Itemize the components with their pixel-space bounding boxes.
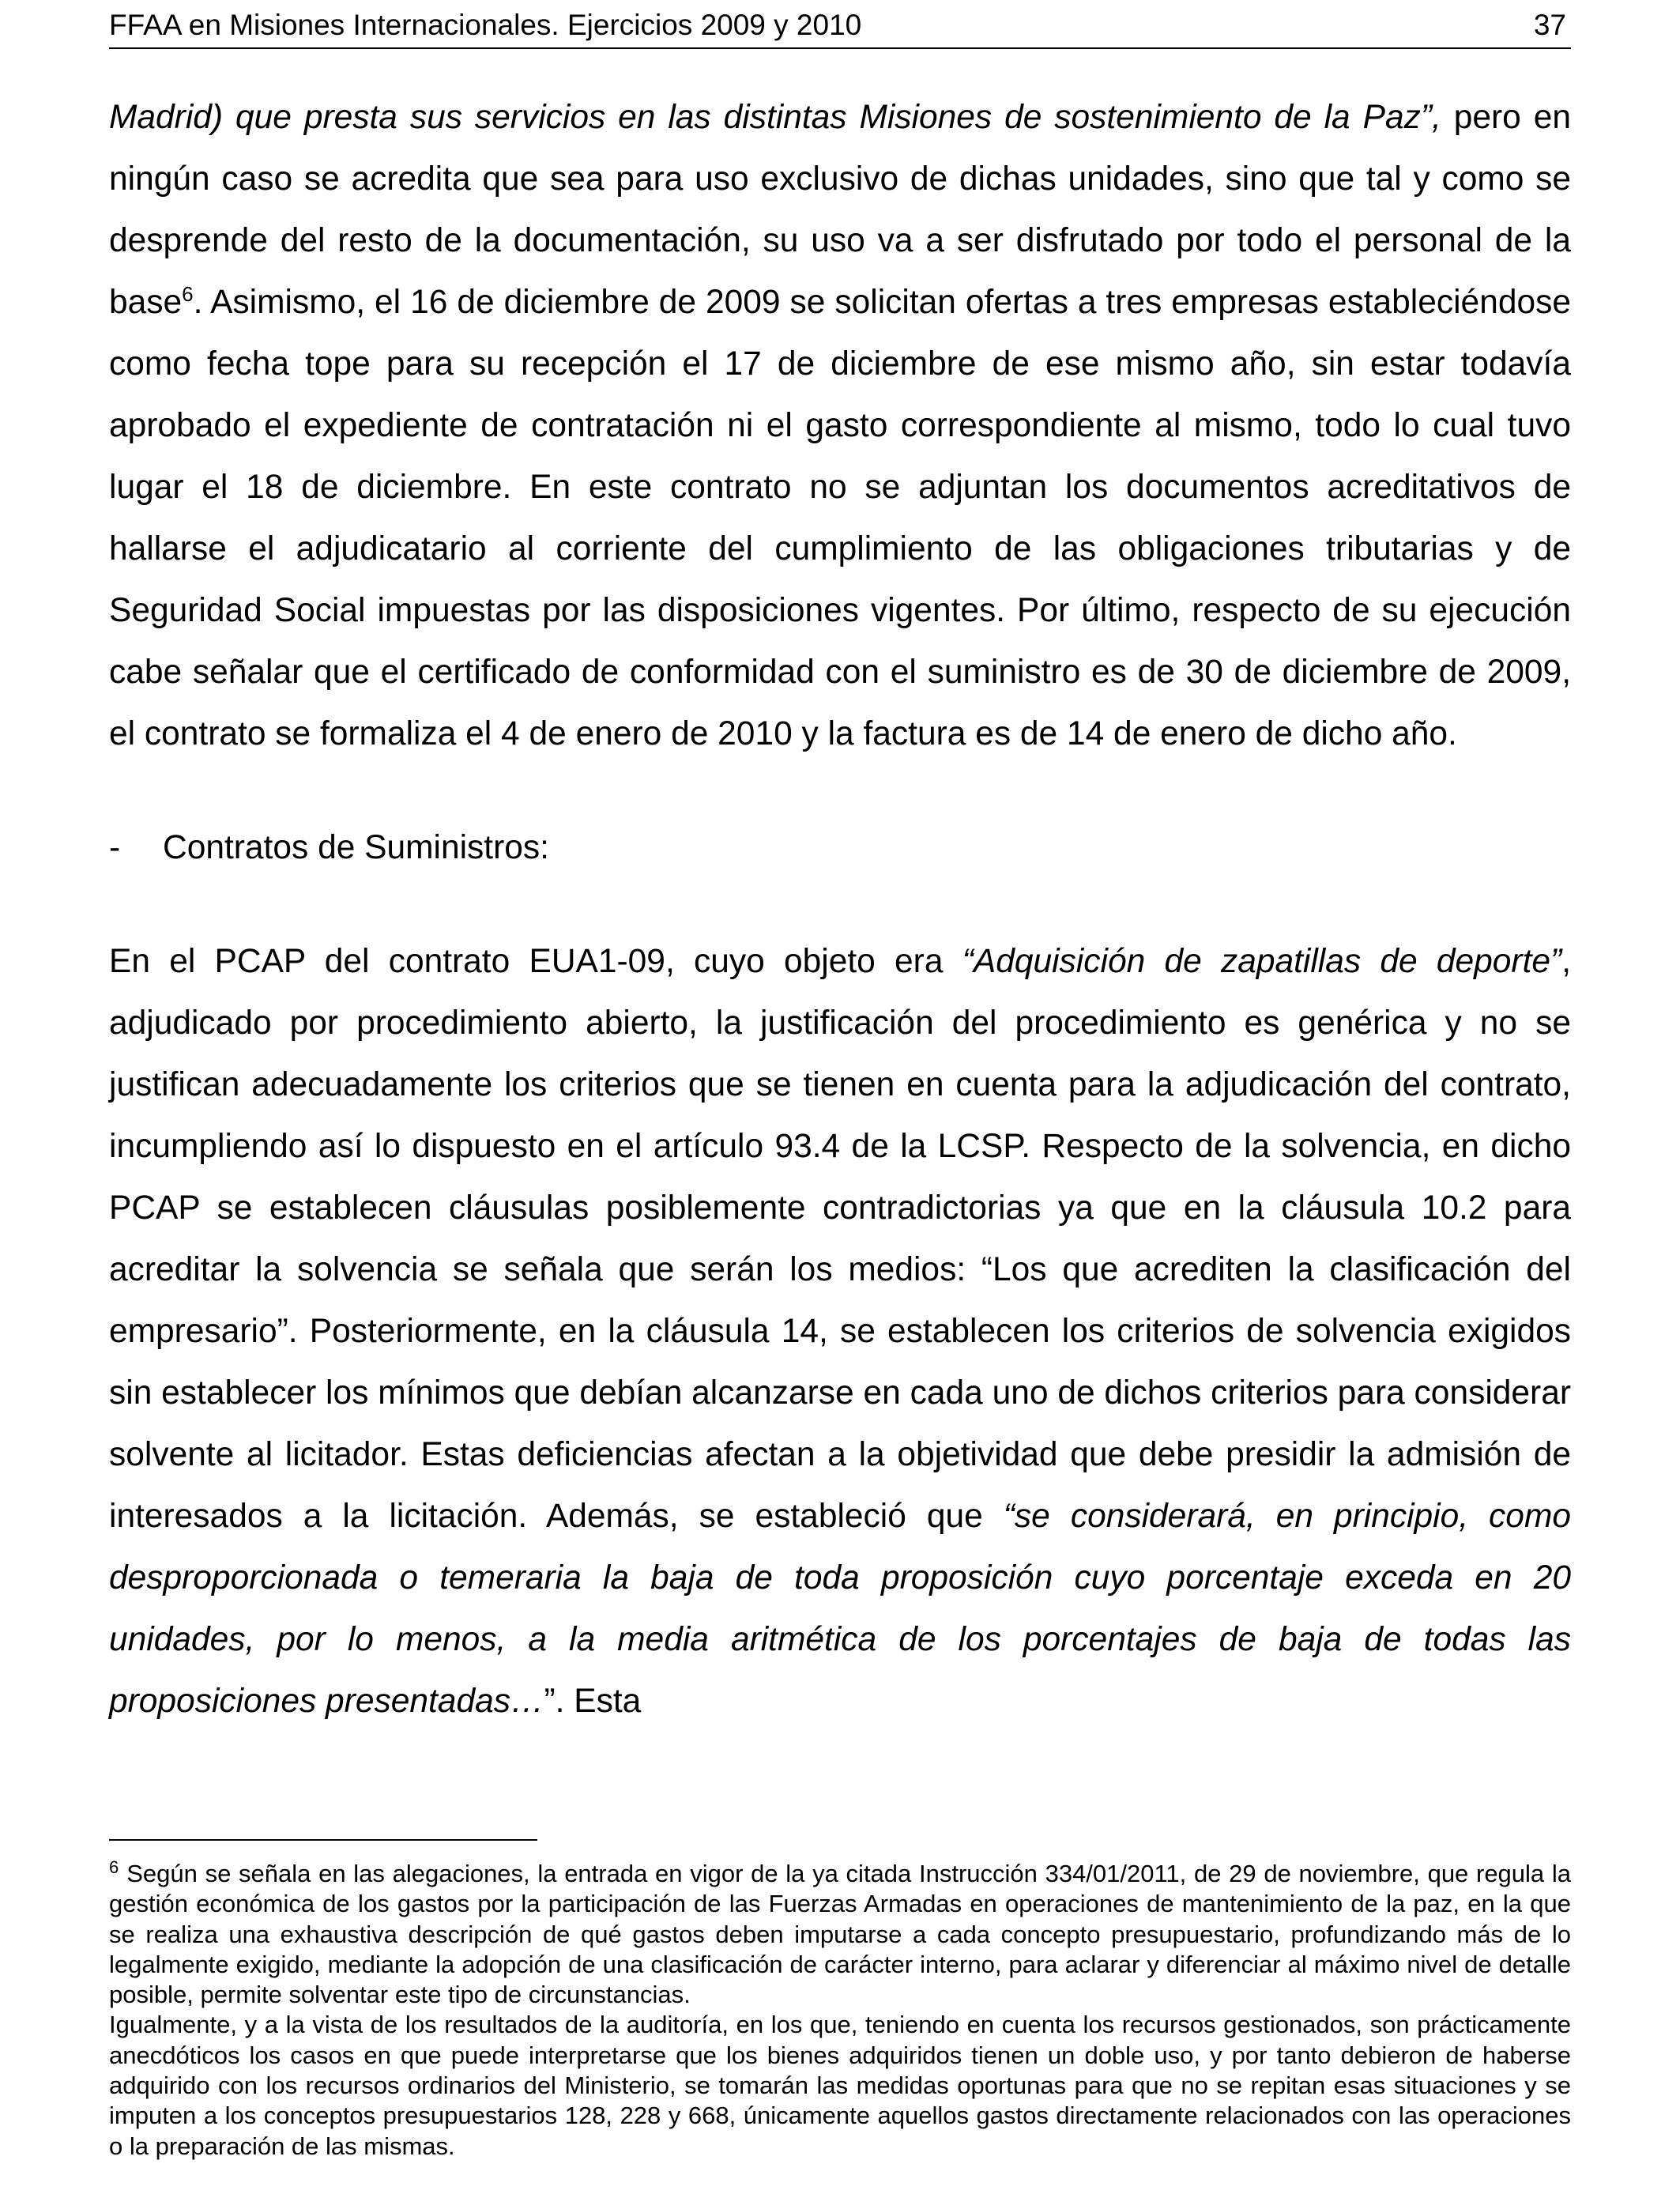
list-item-contratos <box>109 817 1571 879</box>
header-title: FFAA en Misiones Internacionales. Ejercicios 2009 y 2010 <box>109 9 862 41</box>
footnote-6-text-2: Igualmente, y a la vista de los resultados de la auditoría, en los que, teniendo en cuenta los recursos gestionados, son prácticamente anecdóticos los casos en que puede interpretarse que los bienes adquiridos tienen un doble uso, y por tanto debieron de haberse adquirido con los recursos ordinarios del Ministerio, se tomarán las medidas oportunas para que no se repitan esas situaciones y se imputen a los conceptos presupuestarios 128, 228 y 668, únicamente aquellos gastos directamente relacionados con las operaciones o la preparación de las mismas. <box>109 2011 1571 2160</box>
document-page <box>109 0 1571 2194</box>
paragraph-1-text-a: pero en ningún caso se acredita que sea para uso exclusivo de dichas unidades, sino que tal y como se desprende del resto de la documentación, su uso va a ser disfrutado por todo el personal de la base <box>109 99 1571 321</box>
list-bullet: - <box>109 829 121 866</box>
footnotes <box>109 1859 1571 2162</box>
list-item-text: Contratos de Suministros: <box>163 829 549 866</box>
paragraph-2-text-c: ”. Esta <box>544 1683 642 1720</box>
footnote-separator <box>109 1839 537 1841</box>
footnote-6-paragraph-2 <box>109 2010 1571 2161</box>
footnote-6-paragraph-1 <box>109 1859 1571 2010</box>
paragraph-1-italic-lead: Madrid) que presta sus servicios en las distintas Misiones de sostenimiento de la Paz”, <box>109 99 1441 136</box>
body-text <box>109 87 1571 1732</box>
paragraph-2-text-a: En el PCAP del contrato EUA1-09, cuyo objeto era <box>109 943 962 980</box>
paragraph-2 <box>109 931 1571 1732</box>
footnote-reference[interactable]: 6 <box>182 281 194 306</box>
running-header <box>109 8 1571 49</box>
paragraph-1-text-b: . Asimismo, el 16 de diciembre de 2009 se solicitan ofertas a tres empresas estableciéndose como fecha tope para su recepción el 17 de diciembre de ese mismo año, sin estar todavía aprobado el expediente de contratación ni el gasto correspondiente al mismo, todo lo cual tuvo lugar el 18 de diciembre. En este contrato no se adjuntan los documentos acreditativos de hallarse el adjudicatario al corriente del cumplimiento de las obligaciones tributarias y de Seguridad Social impuestas por las disposiciones vigentes. Por último, respecto de su ejecución cabe señalar que el certificado de conformidad con el suministro es de 30 de diciembre de 2009, el contrato se formaliza el 4 de enero de 2010 y la factura es de 14 de enero de dicho año. <box>109 284 1571 752</box>
paragraph-2-text-b: , adjudicado por procedimiento abierto, la justificación del procedimiento es genérica y no se justifican adecuadamente los criterios que se tienen en cuenta para la adjudicación del contrato, incumpliendo así lo dispuesto en el artículo 93.4 de la LCSP. Respecto de la solvencia, en dicho PCAP se establecen cláusulas posiblemente contradictorias ya que en la cláusula 10.2 para acreditar la solvencia se señala que serán los medios: “Los que acrediten la clasificación del empresario”. Posteriormente, en la cláusula 14, se establecen los criterios de solvencia exigidos sin establecer los mínimos que debían alcanzarse en cada uno de dichos criterios para considerar solvente al licitador. Estas deficiencias afectan a la objetividad que debe presidir la admisión de interesados a la licitación. Además, se estableció que <box>109 943 1571 1535</box>
paragraph-2-italic-a: “Adquisición de zapatillas de deporte” <box>962 943 1562 980</box>
paragraph-1 <box>109 87 1571 765</box>
paragraph-2-italic-b: “se considerará, en principio, como desproporcionada o temeraria la baja de toda proposición cuyo porcentaje exceda en 20 unidades, por lo menos, a la media aritmética de los porcentajes de baja de todas las proposiciones presentadas… <box>109 1498 1571 1720</box>
footnote-6-text-1: Según se señala en las alegaciones, la entrada en vigor de la ya citada Instrucción 334/01/2011, de 29 de noviembre, que regula la gestión económica de los gastos por la participación de las Fuerzas Armadas en operaciones de mantenimiento de la paz, en la que se realiza una exhaustiva descripción de qué gastos deben imputarse a cada concepto presupuestario, profundizando más de lo legalmente exigido, mediante la adopción de una clasificación de carácter interno, para aclarar y diferenciar al máximo nivel de detalle posible, permite solventar este tipo de circunstancias. <box>109 1860 1571 2009</box>
footnote-marker: 6 <box>109 1857 119 1877</box>
page-number: 37 <box>1533 9 1566 41</box>
